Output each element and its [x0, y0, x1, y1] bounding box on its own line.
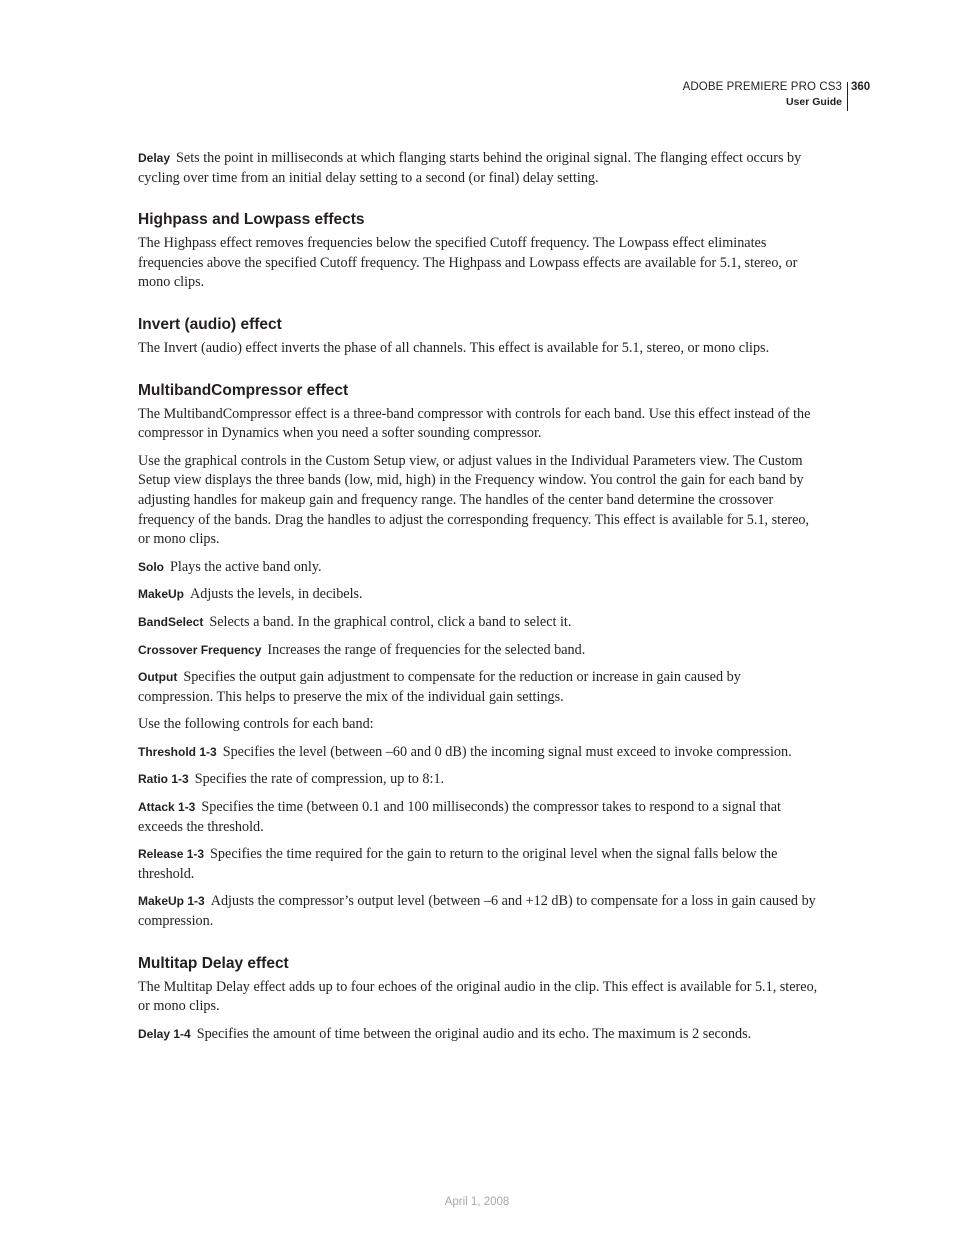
page-number: 360 — [851, 81, 871, 93]
param-term: Delay — [138, 151, 171, 165]
heading-highpass: Highpass and Lowpass effects — [138, 211, 365, 229]
param-attack — [138, 798, 818, 837]
param-term: Release 1-3 — [138, 847, 205, 862]
multiband-para1: The MultibandCompressor effect is a three-band compressor with controls for each band. Use this effect instead of the compressor in Dynamics when you need a softer sounding compressor. — [138, 405, 811, 442]
param-crossover — [138, 641, 818, 661]
heading-multitap: Multitap Delay effect — [138, 954, 289, 972]
param-makeup-band — [138, 892, 818, 931]
param-text: Specifies the rate of compression, up to 8:1. — [194, 771, 445, 788]
param-text: Adjusts the levels, in decibels. — [190, 586, 363, 603]
param-term: MakeUp 1-3 — [138, 894, 205, 909]
param-text: Specifies the amount of time between the original audio and its echo. The maximum is 2 seconds. — [196, 1025, 752, 1042]
param-text: Plays the active band only. — [170, 558, 322, 575]
param-term: MakeUp — [138, 587, 185, 602]
param-term: Solo — [138, 559, 164, 574]
heading-invert: Invert (audio) effect — [138, 315, 282, 333]
delay-param — [138, 149, 818, 188]
param-term: Ratio 1-3 — [138, 772, 189, 787]
param-text: Specifies the time (between 0.1 and 100 milliseconds) the compressor takes to respond to a signal that exceeds the threshold. — [138, 799, 781, 835]
param-text: Specifies the level (between –60 and 0 dB) the incoming signal must exceed to invoke compression. — [222, 743, 792, 760]
param-term: Delay 1-4 — [138, 1026, 191, 1041]
param-text: Specifies the time required for the gain to return to the original level when the signal falls below the threshold. — [138, 846, 778, 882]
param-ratio — [138, 770, 818, 790]
param-solo — [138, 558, 818, 578]
param-text: Sets the point in milliseconds at which flanging starts behind the original signal. The flanging effect occurs by cycling over time from an initial delay setting to a second (or final) delay setting. — [138, 150, 802, 186]
page-header — [600, 79, 871, 112]
highpass-text: The Highpass effect removes frequencies below the specified Cutoff frequency. The Lowpass effect eliminates frequencies above the specified Cutoff frequency. The Highpass and Lowpass effects are available for 5.1, stereo, or mono clips. — [138, 235, 798, 291]
param-text: Adjusts the compressor’s output level (between –6 and +12 dB) to compensate for a loss in gain caused by compression. — [138, 893, 816, 930]
page-content — [138, 149, 818, 1052]
multitap-text: The Multitap Delay effect adds up to four echoes of the original audio in the clip. This effect is available for 5.1, stereo, or mono clips. — [138, 978, 818, 1015]
multiband-para2: Use the graphical controls in the Custom Setup view, or adjust values in the Individual Parameters view. The Custom Setup view displays the three bands (low, mid, high) in the Frequency window. You control the gain for each band by adjusting handles for makeup gain and frequency range. The handles of the center band determine the crossover frequency of the bands. Drag the handles to adjust the corresponding frequency. This effect is available for 5.1, stereo, or mono clips. — [138, 452, 810, 548]
param-text: Specifies the output gain adjustment to compensate for the reduction or increase in gain caused by compression. This helps to preserve the mix of the individual gain settings. — [138, 669, 741, 705]
param-term: Output — [138, 670, 178, 685]
header-text — [683, 79, 842, 110]
param-delay-1-4 — [138, 1025, 818, 1045]
footer-date: April 1, 2008 — [444, 1196, 510, 1208]
param-threshold — [138, 743, 818, 763]
param-term: Attack 1-3 — [138, 800, 196, 815]
param-term: BandSelect — [138, 614, 204, 629]
band-intro: Use the following controls for each band: — [138, 716, 374, 733]
invert-text: The Invert (audio) effect inverts the phase of all channels. This effect is available for 5.1, stereo, or mono clips. — [138, 339, 770, 356]
header-divider — [847, 82, 848, 111]
param-text: Selects a band. In the graphical control, click a band to select it. — [209, 613, 572, 630]
param-makeup — [138, 585, 818, 605]
param-bandselect — [138, 613, 818, 633]
header-guide: User Guide — [785, 96, 842, 108]
param-release — [138, 845, 818, 884]
param-text: Increases the range of frequencies for the selected band. — [267, 641, 586, 658]
param-term: Threshold 1-3 — [138, 744, 217, 759]
param-term: Crossover Frequency — [138, 642, 262, 657]
header-product: ADOBE PREMIERE PRO CS3 — [682, 81, 842, 93]
heading-multiband: MultibandCompressor effect — [138, 381, 349, 399]
param-output — [138, 668, 818, 707]
